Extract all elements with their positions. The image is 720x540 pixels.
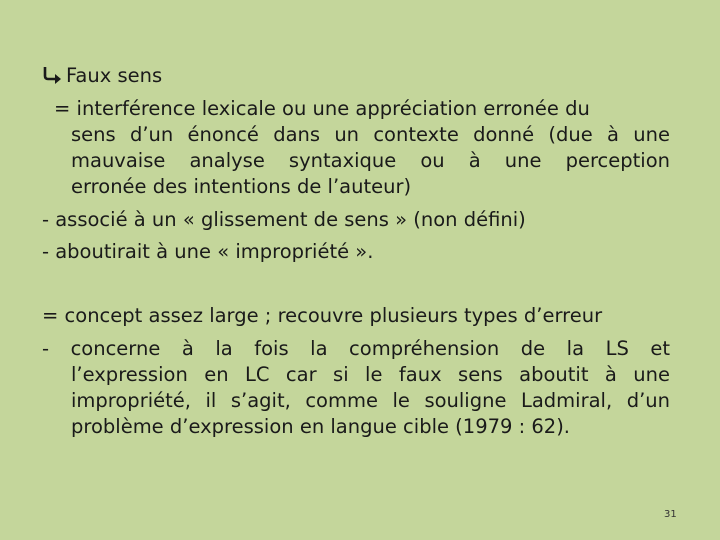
bullet-glissement: - associé à un « glissement de sens » (non défini) (42, 208, 526, 231)
concerne-line-3: impropriété, il s’agit, comme le souligne Ladmiral, d’un (71, 389, 670, 412)
definition-line-1: = interférence lexicale ou une appréciation erronée du (54, 97, 590, 120)
heading-line (42, 63, 162, 89)
heading-text: Faux sens (66, 64, 163, 87)
definition-line-4: erronée des intentions de l’auteur) (71, 175, 412, 198)
curved-arrow-right-icon (42, 65, 64, 85)
concerne-line-2: l’expression en LC car si le faux sens aboutit à une (71, 363, 670, 386)
concept-line: = concept assez large ; recouvre plusieurs types d’erreur (42, 304, 603, 327)
definition-line-2: sens d’un énoncé dans un contexte donné (due à une (71, 123, 670, 146)
concerne-line-4: problème d’expression en langue cible (1979 : 62). (71, 415, 571, 438)
definition-line-3: mauvaise analyse syntaxique ou à une perception (71, 149, 670, 172)
page-number: 31 (664, 509, 677, 520)
concerne-line-1: - concerne à la fois la compréhension de la LS et (42, 337, 670, 360)
bullet-impropriete: - aboutirait à une « impropriété ». (42, 240, 374, 263)
